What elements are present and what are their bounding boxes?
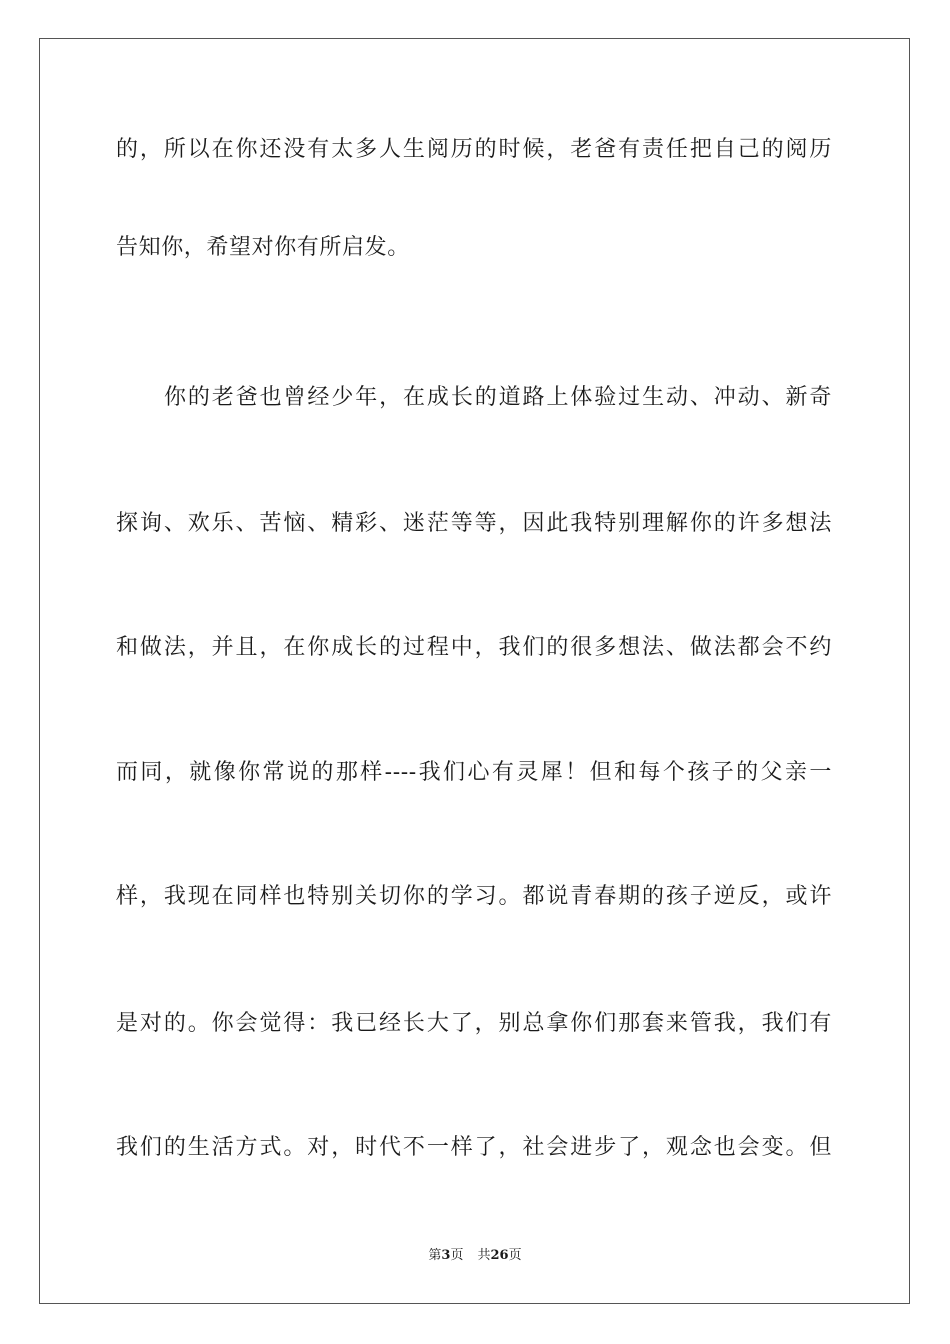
page-frame xyxy=(39,38,910,1304)
footer-page-number: 3 xyxy=(441,1248,451,1263)
footer-page-suffix: 页 xyxy=(450,1248,464,1263)
footer-page-prefix: 第 xyxy=(428,1248,442,1263)
page-footer xyxy=(0,1247,950,1265)
text-line-7: 样，我现在同样也特别关切你的学习。都说青春期的孩子逆反，或许 xyxy=(116,884,832,909)
text-line-5: 和做法，并且，在你成长的过程中，我们的很多想法、做法都会不约 xyxy=(116,635,832,660)
text-line-4: 探询、欢乐、苦恼、精彩、迷茫等等，因此我特别理解你的许多想法 xyxy=(116,511,832,536)
text-line-3-paragraph-start: 你的老爸也曾经少年，在成长的道路上体验过生动、冲动、新奇 xyxy=(164,385,832,410)
text-line-1: 的，所以在你还没有太多人生阅历的时候，老爸有责任把自己的阅历 xyxy=(116,137,832,162)
text-line-6: 而同，就像你常说的那样----我们心有灵犀！但和每个孩子的父亲一 xyxy=(116,760,832,785)
footer-total-prefix: 共 xyxy=(477,1248,491,1263)
footer-total-suffix: 页 xyxy=(508,1248,522,1263)
text-line-8: 是对的。你会觉得：我已经长大了，别总拿你们那套来管我，我们有 xyxy=(116,1011,832,1036)
footer-total-pages: 26 xyxy=(490,1248,509,1263)
text-line-2: 告知你，希望对你有所启发。 xyxy=(116,235,410,260)
text-line-9: 我们的生活方式。对，时代不一样了，社会进步了，观念也会变。但 xyxy=(116,1135,832,1160)
